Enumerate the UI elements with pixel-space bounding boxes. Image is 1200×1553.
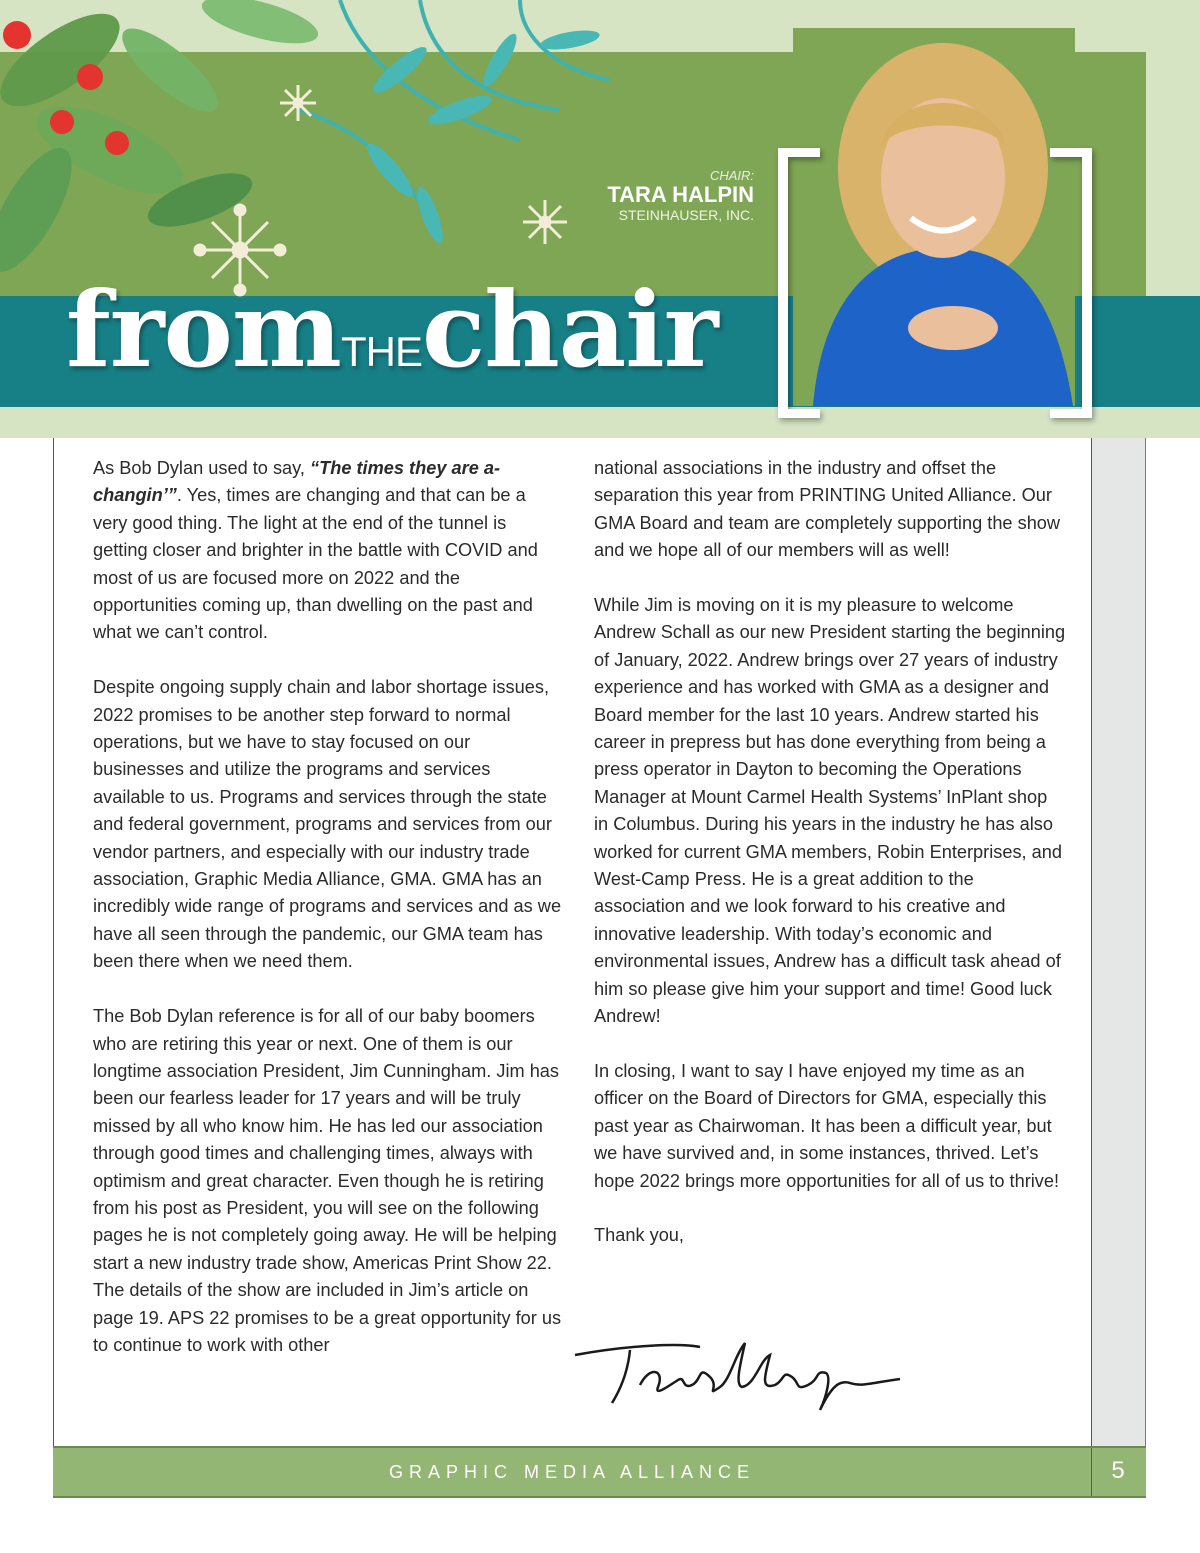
header-bottom-strip: [0, 407, 1200, 438]
footer-org-name: GRAPHIC MEDIA ALLIANCE: [388, 1462, 756, 1482]
paragraph: While Jim is moving on it is my pleasure to welcome Andrew Schall as our new President starting the beginning of January, 2022. Andrew brings over 27 years of industry experience and has worked with GMA as a designer and Board member for the last 10 years. Andrew started his career in prepress but has done everything from being a press operator in Dayton to becoming the Operations Manager at Mount Carmel Health Systems’ InPlant shop in Columbus. During his years in the industry he has also worked for current GMA members, Robin Enterprises, and West-Camp Press. He is a great addition to the association and we look forward to his creative and innovative leadership. With today’s economic and environmental issues, Andrew has a difficult task ahead of him so please give him your support and time! Good luck Andrew!: [594, 595, 1066, 1027]
paragraph-text: As Bob Dylan used to say,: [93, 458, 311, 478]
left-bracket-decoration: [778, 148, 820, 418]
right-bracket-decoration: [1050, 148, 1092, 418]
chair-portrait-photo: [793, 28, 1075, 406]
paragraph: In closing, I want to say I have enjoyed my time as an officer on the Board of Directors for GMA, especially this past year as Chairwoman. It has been a difficult year, but we have survived and, in some instances, thrived. Let’s hope 2022 brings more opportunities for all of us to thrive!: [594, 1060, 1060, 1191]
side-gray-panel: [1092, 438, 1146, 1448]
paragraph: The Bob Dylan reference is for all of our baby boomers who are retiring this year or next. One of them is our longtime association President, Jim Cunningham. Jim has been our fearless leader for 17 years and will be truly missed by all who know him. He has led our association through good times and challenging times, always with optimism and great character. Even though he is retiring from his post as President, you will see on the following pages he is not completely going away. He will be helping start a new industry trade show, Americas Print Show 22. The details of the show are included in Jim’s article on page 19. APS 22 promises to be a great opportunity for us to continue to work with other: [93, 1006, 562, 1355]
paragraph-text: . Yes, times are changing and that can be a very good thing. The light at the end of the tunnel is getting closer and brighter in the battle with COVID and most of us are focused more on 2022 and the opportunities coming up, than dwelling on the past and what we can’t control.: [93, 485, 538, 643]
paragraph: Despite ongoing supply chain and labor shortage issues, 2022 promises to be another step forward to normal operations, but we have to stay focused on our businesses and utilize the programs and services available to us. Programs and services through the state and federal government, programs and services from our vendor partners, and especially with our industry trade association, Graphic Media Alliance, GMA. GMA has an incredibly wide range of programs and services and as we have all seen through the pandemic, our GMA team has been there when we need them.: [93, 677, 562, 972]
dylan-quote: “The times they are a-changin’”: [93, 458, 501, 506]
title-the: THE: [340, 328, 422, 375]
title-from: from: [66, 268, 341, 391]
portrait-illustration: [793, 28, 1075, 406]
chair-credit: [607, 168, 754, 223]
leaf-cluster: [0, 0, 323, 284]
paragraph: national associations in the industry and offset the separation this year from PRINTING United Alliance. Our GMA Board and team are completely supporting the show and we hope all of our members will as well!: [594, 458, 1061, 561]
paragraph: [93, 455, 565, 647]
right-column: [594, 455, 1066, 1277]
page-frame-left: [53, 438, 54, 1498]
chair-company: STEINHAUSER, INC.: [618, 207, 754, 223]
chair-name: TARA HALPIN: [607, 182, 754, 207]
closing-salutation: Thank you,: [594, 1225, 684, 1246]
page-number: 5: [1111, 1457, 1125, 1484]
left-column: [93, 455, 565, 1387]
teal-leaves: [361, 27, 601, 246]
title-chair: chair: [421, 268, 718, 391]
snowflake-icons: [195, 85, 567, 295]
chair-label: CHAIR:: [709, 168, 754, 183]
footer-bar: [53, 1446, 1146, 1498]
page-title: [66, 268, 718, 391]
handwritten-signature: [570, 1325, 910, 1415]
